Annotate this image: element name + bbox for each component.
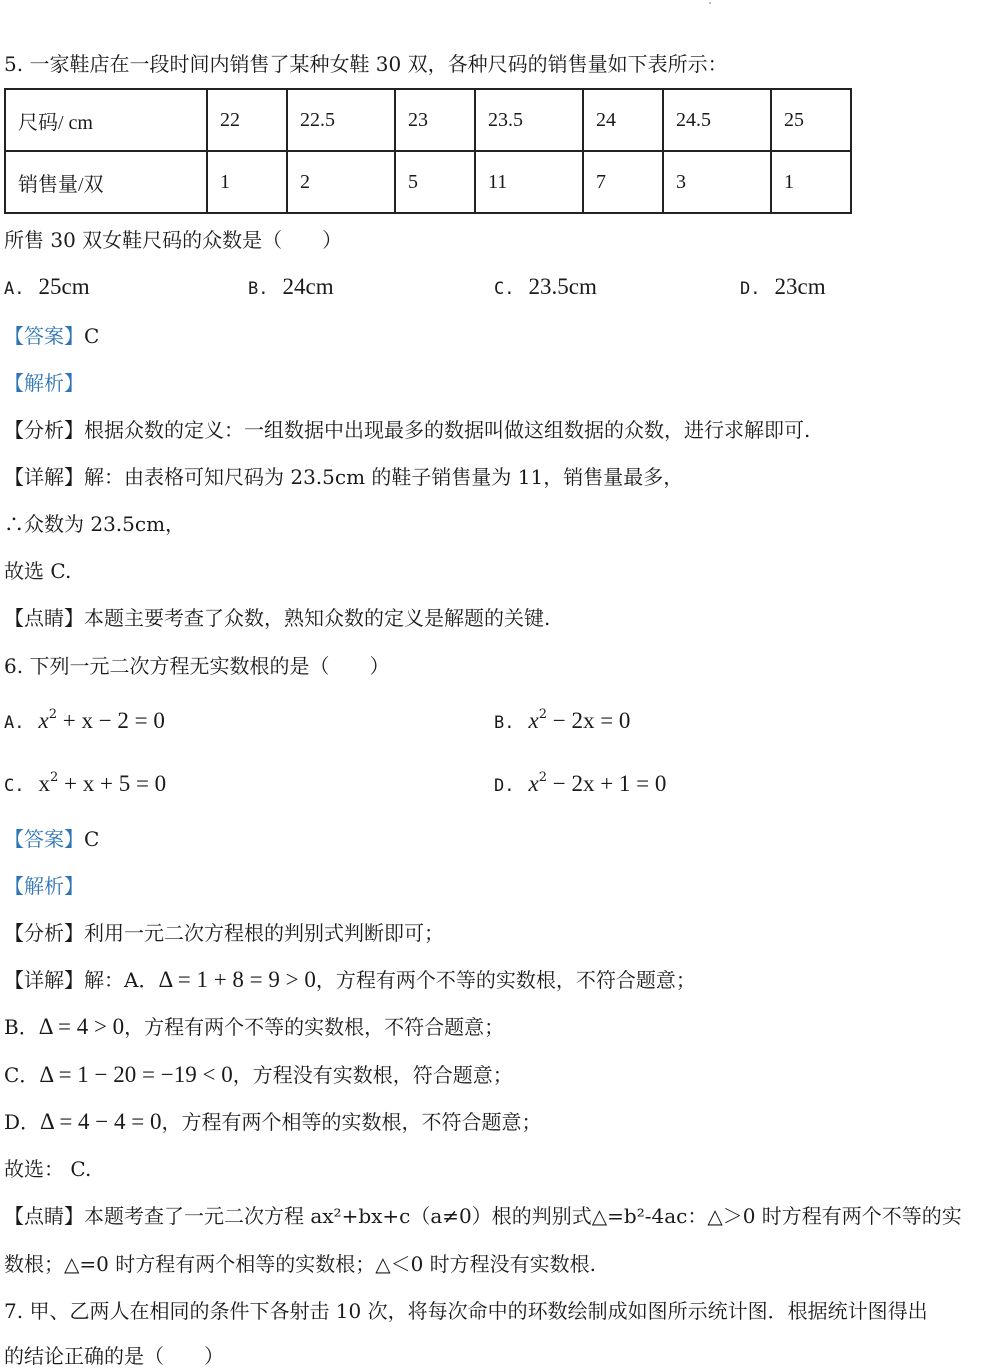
xiangjie-conclusion: ，方程有两个不等的实数根，不符合题意；	[315, 968, 696, 992]
option-x: x	[38, 708, 49, 733]
line-prefix: C．	[4, 1063, 40, 1087]
option-text: 25cm	[38, 274, 90, 299]
table-cell: 销售量/双	[5, 151, 207, 213]
option-letter: A.	[4, 279, 25, 299]
line-conclusion: ，方程没有实数根，符合题意；	[232, 1063, 513, 1087]
option-text: 23cm	[774, 274, 826, 299]
table-cell: 24.5	[663, 89, 771, 151]
q6-analysis-tag: 【解析】	[4, 874, 84, 898]
q5-option-b[interactable]	[248, 274, 334, 300]
option-x: x	[38, 771, 50, 796]
q5-analysis-tag: 【解析】	[4, 371, 84, 395]
dianjing-tag: 【点睛】	[4, 1204, 84, 1228]
table-cell: 22.5	[287, 89, 395, 151]
q6-xiangjie-a	[4, 966, 696, 994]
table-cell: 23	[395, 89, 475, 151]
option-x: x	[528, 708, 539, 733]
q5-answer	[4, 322, 99, 350]
q6-xiangjie-d	[4, 1108, 541, 1136]
fenxi-text: 利用一元二次方程根的判别式判断即可；	[84, 921, 444, 945]
table-cell: 1	[207, 151, 287, 213]
table-cell: 2	[287, 151, 395, 213]
q6-stem: 6. 下列一元二次方程无实数根的是（ ）	[4, 654, 390, 678]
q7-stem-line1: 7. 甲、乙两人在相同的条件下各射击 10 次，将每次命中的环数绘制成如图所示统计图．根据统计图得出	[4, 1299, 928, 1323]
table-cell: 11	[475, 151, 583, 213]
q6-xiangjie-b	[4, 1013, 504, 1041]
option-letter: C.	[494, 279, 515, 299]
line-prefix: D．	[4, 1110, 41, 1134]
option-letter: D.	[740, 279, 761, 299]
answer-tag: 【答案】	[4, 827, 84, 851]
q5-stem: 5. 一家鞋店在一段时间内销售了某种女鞋 30 双，各种尺码的销售量如下表所示：	[4, 52, 728, 76]
option-rest: + x + 5 = 0	[58, 771, 167, 796]
table-cell: 尺码/ cm	[5, 89, 207, 151]
option-rest: − 2x + 1 = 0	[546, 771, 667, 796]
q6-option-d[interactable]	[494, 771, 666, 797]
q6-option-c[interactable]	[4, 771, 166, 797]
line-conclusion: ，方程有两个不等的实数根，不符合题意；	[124, 1015, 505, 1039]
option-letter: C.	[4, 776, 25, 796]
table-cell: 23.5	[475, 89, 583, 151]
q5-therefore: ∴众数为 23.5cm，	[4, 512, 186, 536]
fenxi-tag: 【分析】	[4, 921, 84, 945]
scan-speck	[709, 2, 711, 4]
option-rest: + x − 2 = 0	[56, 708, 165, 733]
answer-value: C	[84, 324, 100, 348]
q5-option-d[interactable]	[740, 274, 826, 300]
option-letter: D.	[494, 776, 515, 796]
table-cell: 5	[395, 151, 475, 213]
discriminant-formula: Δ = 4 − 4 = 0	[40, 1109, 162, 1134]
xiangjie-tag: 【详解】	[4, 465, 84, 489]
option-letter: B.	[248, 279, 269, 299]
fenxi-text: 根据众数的定义：一组数据中出现最多的数据叫做这组数据的众数，进行求解即可.	[84, 418, 811, 442]
q5-xiangjie	[4, 463, 683, 491]
option-exponent: 2	[538, 770, 547, 785]
q5-option-a[interactable]	[4, 274, 90, 300]
fenxi-tag: 【分析】	[4, 418, 84, 442]
option-text: 24cm	[282, 274, 334, 299]
discriminant-formula: Δ = 1 + 8 = 9 > 0	[158, 967, 316, 992]
xiangjie-text: 解：由表格可知尺码为 23.5cm 的鞋子销售量为 11，销售量最多，	[84, 465, 684, 489]
q6-choose: 故选： C.	[4, 1157, 92, 1181]
q5-dianjing	[4, 604, 550, 632]
table-row	[5, 89, 851, 151]
q5-choose: 故选 C.	[4, 559, 72, 583]
dianjing-text: 本题考查了一元二次方程 ax²+bx+c（a≠0）根的判别式△=b²-4ac：△＞0 时方程有两个不等的实	[84, 1204, 962, 1228]
option-letter: A.	[4, 713, 25, 733]
option-exponent: 2	[538, 707, 547, 722]
option-exponent: 2	[49, 770, 59, 785]
table-cell: 22	[207, 89, 287, 151]
line-conclusion: ，方程有两个相等的实数根，不符合题意；	[161, 1110, 542, 1134]
xiangjie-prefix: 解：A．	[84, 968, 159, 992]
option-rest: − 2x = 0	[546, 708, 631, 733]
option-exponent: 2	[48, 707, 57, 722]
q6-answer	[4, 825, 99, 853]
line-prefix: B．	[4, 1015, 39, 1039]
option-letter: B.	[494, 713, 515, 733]
table-cell: 24	[583, 89, 663, 151]
q6-fenxi	[4, 919, 444, 947]
dianjing-tag: 【点睛】	[4, 606, 84, 630]
dianjing-text: 本题主要考查了众数，熟知众数的定义是解题的关键.	[84, 606, 551, 630]
option-x: x	[528, 771, 539, 796]
q6-xiangjie-c	[4, 1061, 513, 1089]
table-cell: 3	[663, 151, 771, 213]
size-sales-table	[4, 88, 852, 214]
q5-question: 所售 30 双女鞋尺码的众数是（ ）	[4, 228, 343, 252]
table-row	[5, 151, 851, 213]
table-cell: 7	[583, 151, 663, 213]
answer-value: C	[84, 827, 100, 851]
q7-stem-line2: 的结论正确的是（ ）	[4, 1344, 224, 1368]
q5-option-c[interactable]	[494, 274, 597, 300]
q6-dianjing-line1	[4, 1202, 962, 1230]
discriminant-formula: Δ = 1 − 20 = −19 < 0	[39, 1062, 233, 1087]
table-cell: 25	[771, 89, 851, 151]
q6-option-a[interactable]	[4, 708, 165, 734]
q5-fenxi	[4, 416, 810, 444]
answer-tag: 【答案】	[4, 324, 84, 348]
table-cell: 1	[771, 151, 851, 213]
q6-option-b[interactable]	[494, 708, 630, 734]
discriminant-formula: Δ = 4 > 0	[38, 1014, 125, 1039]
xiangjie-tag: 【详解】	[4, 968, 84, 992]
q6-dianjing-line2: 数根；△=0 时方程有两个相等的实数根；△＜0 时方程没有实数根.	[4, 1252, 597, 1276]
option-text: 23.5cm	[528, 274, 597, 299]
